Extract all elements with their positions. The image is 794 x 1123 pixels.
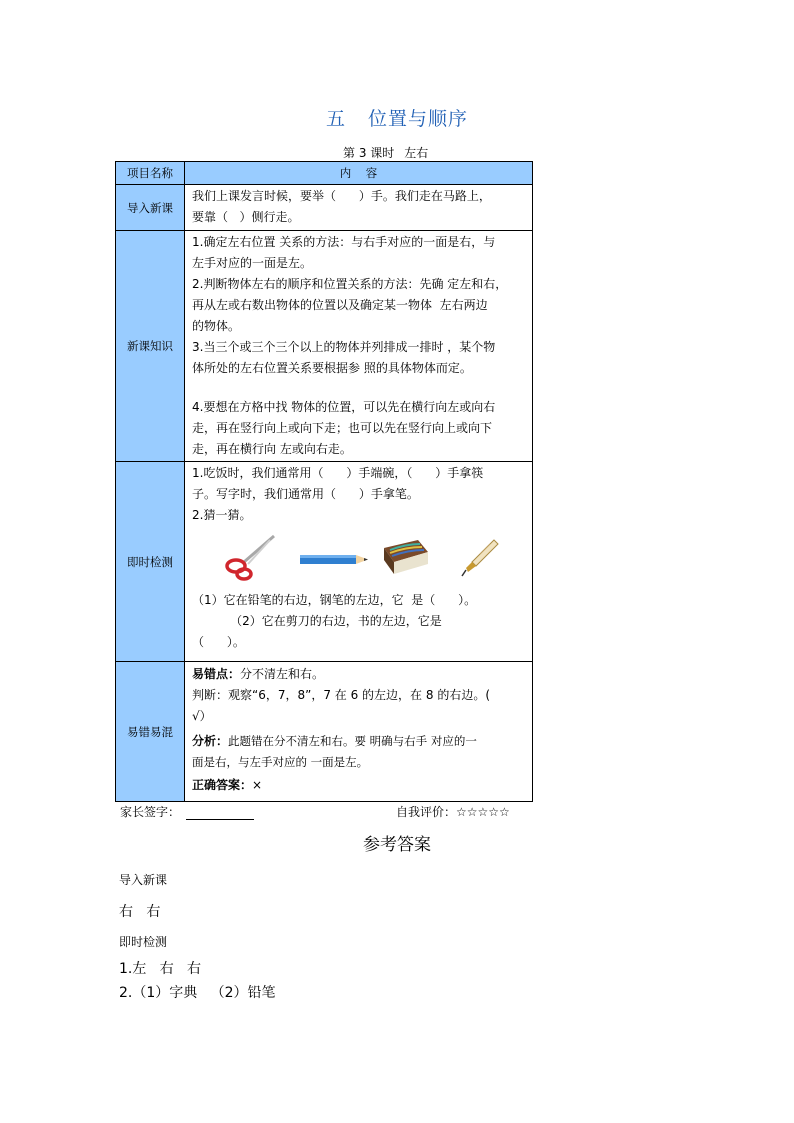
mistake-judge-1: 判断：观察“6，7，8”，7 在 6 的左边，在 8 的右边。( bbox=[192, 688, 490, 702]
row-mistake bbox=[116, 662, 533, 802]
intro-content bbox=[185, 185, 533, 231]
knowledge-line-8: 4.要想在方格中找 物体的位置，可以先在横行向左或向右 bbox=[192, 400, 496, 414]
lesson-table bbox=[115, 161, 533, 802]
mistake-content bbox=[185, 662, 533, 802]
mistake-answer-value: × bbox=[252, 778, 263, 792]
knowledge-label-text: 新课知识 bbox=[127, 339, 173, 353]
mistake-analysis-label: 分析： bbox=[192, 734, 229, 748]
table-header-row bbox=[116, 162, 533, 185]
mistake-answer-label: 正确答案： bbox=[192, 778, 253, 792]
answer-heading-intro: 导入新课 bbox=[119, 873, 168, 887]
intro-line-2: 要靠（ ）侧行走。 bbox=[192, 210, 300, 224]
answer-heading-check: 即时检测 bbox=[119, 935, 168, 949]
knowledge-line-9: 走，再在竖行向上或向下走；也可以先在竖行向上或向下 bbox=[192, 421, 493, 435]
mistake-analysis-text-1: 此题错在分不清左和右。要 明确与右手 对应的一 bbox=[228, 734, 477, 748]
check-line-2: 子。写字时，我们通常用（ ）手拿笔。 bbox=[192, 487, 419, 501]
lesson-topic: 左右 bbox=[404, 146, 429, 160]
header-content: 内 容 bbox=[185, 162, 533, 185]
check-q2: （2）它在剪刀的右边，书的左边，它是 bbox=[192, 614, 442, 628]
guess-images bbox=[192, 526, 528, 590]
parent-sign-line[interactable] bbox=[186, 807, 254, 820]
book-icon bbox=[380, 538, 432, 578]
intro-line-1: 我们上课发言时候，要举（ ）手。我们走在马路上， bbox=[192, 189, 491, 203]
row-label-check bbox=[116, 462, 185, 662]
knowledge-line-6: 3.当三个或三个三个以上的物体并列排成一排时 ，某个物 bbox=[192, 340, 496, 354]
knowledge-line-5: 的物体。 bbox=[192, 319, 241, 333]
scissors-icon bbox=[224, 534, 276, 582]
check-q1: （1）它在铅笔的右边，钢笔的左边，它 是（ ）。 bbox=[192, 593, 477, 607]
parent-sign bbox=[120, 803, 254, 820]
mistake-point-label: 易错点： bbox=[192, 667, 241, 681]
knowledge-content bbox=[185, 231, 533, 462]
row-label-knowledge bbox=[116, 231, 185, 462]
check-q2-blank: （ ）。 bbox=[192, 635, 245, 649]
row-knowledge bbox=[116, 231, 533, 462]
knowledge-spacer bbox=[192, 379, 528, 397]
pen-icon bbox=[460, 538, 500, 578]
mistake-point-text: 分不清左和右。 bbox=[240, 667, 325, 681]
mistake-point bbox=[192, 664, 528, 685]
mistake-label-text: 易错易混 bbox=[127, 724, 173, 739]
mistake-analysis-2: 面是右，与左手对应的 一面是左。 bbox=[192, 755, 369, 769]
self-eval: 自我评价：☆☆☆☆☆ bbox=[396, 805, 510, 819]
answers-title: 参考答案 bbox=[363, 835, 431, 855]
knowledge-line-2: 左手对应的一面是左。 bbox=[192, 256, 313, 270]
mistake-answer bbox=[192, 775, 528, 796]
row-intro bbox=[116, 185, 533, 231]
unit-number: 五 bbox=[325, 108, 346, 130]
lesson-number: 第 3 课时 bbox=[343, 146, 395, 160]
pencil-icon bbox=[300, 551, 370, 567]
lesson-subtitle bbox=[343, 144, 428, 161]
answer-content-check-2: 2.（1）字典 （2）铅笔 bbox=[119, 985, 276, 1001]
intro-label-text: 导入新课 bbox=[127, 200, 173, 215]
knowledge-line-7: 体所处的左右位置关系要根据参 照的具体物体而定。 bbox=[192, 361, 472, 375]
header-item-name: 项目名称 bbox=[116, 162, 185, 185]
answer-content-intro: 右 右 bbox=[119, 904, 161, 920]
unit-title bbox=[0, 104, 794, 131]
knowledge-line-3: 2.判断物体左右的顺序和位置关系的方法：先确 定左和右， bbox=[192, 277, 508, 291]
knowledge-line-10: 走，再在横行向 左或向右走。 bbox=[192, 442, 352, 456]
row-label-intro bbox=[116, 185, 185, 231]
mistake-analysis-1 bbox=[192, 731, 528, 752]
check-label-text: 即时检测 bbox=[127, 554, 173, 569]
row-check bbox=[116, 462, 533, 662]
knowledge-line-4: 再从左或右数出物体的位置以及确定某一物体 左右两边 bbox=[192, 298, 488, 312]
check-line-3: 2.猜一猜。 bbox=[192, 508, 252, 522]
answer-content-check: 1.左 右 右 bbox=[119, 961, 202, 977]
row-label-mistake bbox=[116, 662, 185, 802]
check-content bbox=[185, 462, 533, 662]
check-line-1: 1.吃饭时，我们通常用（ ）手端碗，（ ）手拿筷 bbox=[192, 466, 484, 480]
knowledge-line-1: 1.确定左右位置 关系的方法：与右手对应的一面是右，与 bbox=[192, 235, 496, 249]
unit-name: 位置与顺序 bbox=[368, 108, 469, 130]
mistake-judge-2: √） bbox=[192, 709, 212, 723]
parent-sign-label: 家长签字： bbox=[120, 805, 181, 819]
